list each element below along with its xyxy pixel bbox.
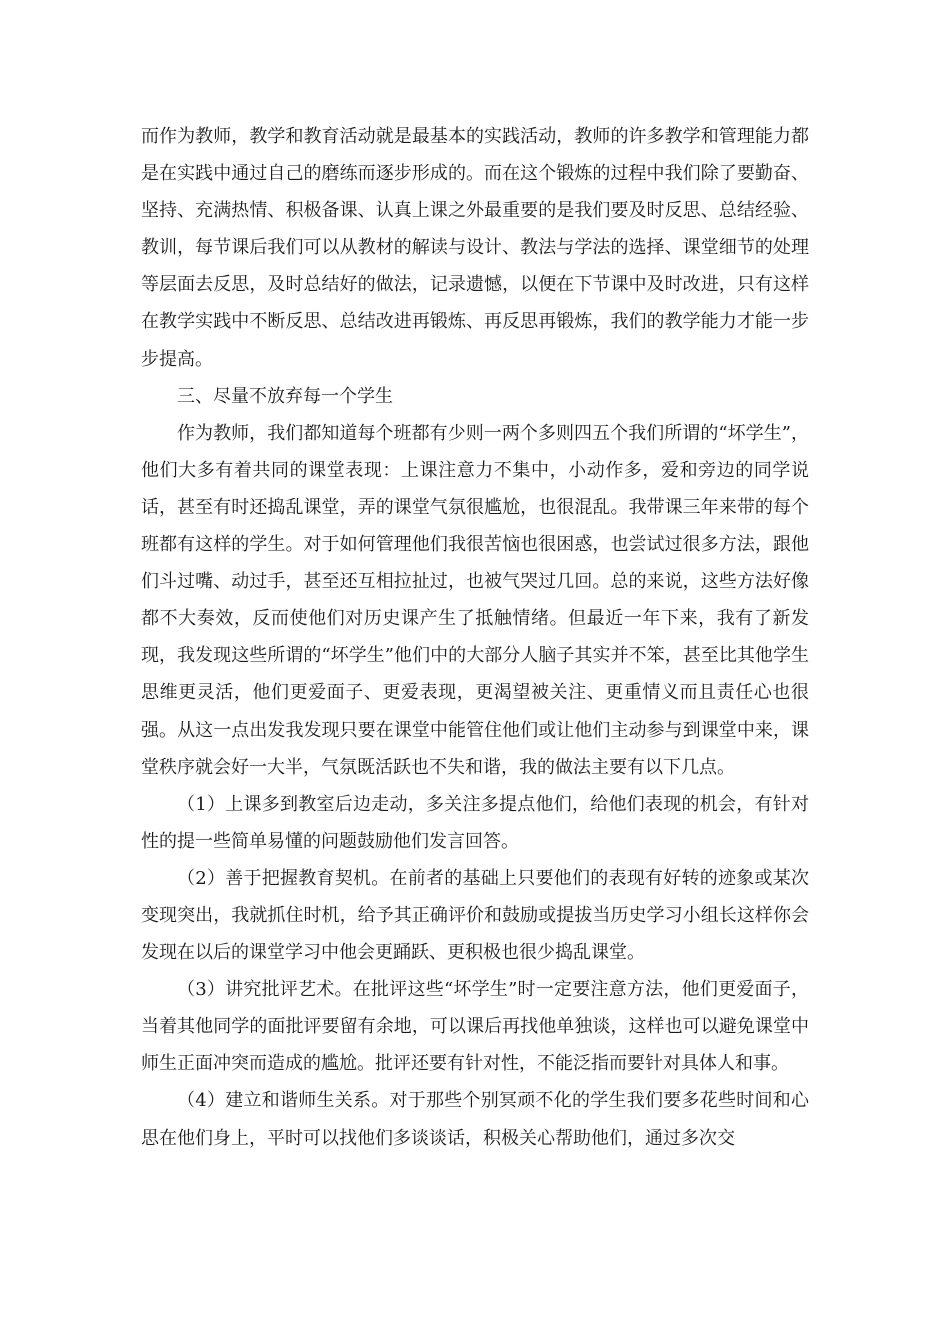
body-paragraph: 而作为教师，教学和教育活动就是最基本的实践活动，教师的许多教学和管理能力都是在实践中通过自己的磨练而逐步形成的。而在这个锻炼的过程中我们除了要勤奋、坚持、充满热情、积极备课、认真上课之外最重要的是我们要及时反思、总结经验、教训，每节课后我们可以从教材的解读与设计、教法与学法的选择、课堂细节的处理等层面去反思，及时总结好的做法，记录遗憾，以便在下节课中及时改进，只有这样在教学实践中不断反思、总结改进再锻炼、再反思再锻炼，我们的教学能力才能一步步提高。 — [141, 126, 809, 370]
document-body — [141, 118, 809, 1157]
body-paragraph: 作为教师，我们都知道每个班都有少则一两个多则四五个我们所谓的“坏学生”，他们大多有着共同的课堂表现：上课注意力不集中，小动作多，爱和旁边的同学说话，甚至有时还捣乱课堂，弄的课堂气氛很尴尬，也很混乱。我带课三年来带的每个班都有这样的学生。对于如何管理他们我很苦恼也很困惑，也尝试过很多方法，跟他们斗过嘴、动过手，甚至还互相拉扯过，也被气哭过几回。总的来说，这些方法好像都不大奏效，反而使他们对历史课产生了抵触情绪。但最近一年下来，我有了新发现，我发现这些所谓的“坏学生”他们中的大部分人脑子其实并不笨，甚至比其他学生思维更灵活，他们更爱面子、更爱表现，更渴望被关注、更重情义而且责任心也很强。从这一点出发我发现只要在课堂中能管住他们或让他们主动参与到课堂中来，课堂秩序就会好一大半，气氛既活跃也不失和谐，我的做法主要有以下几点。 — [141, 422, 809, 778]
list-item: （2）善于把握教育契机。在前者的基础上只要他们的表现有好转的迹象或某次变现突出，我就抓住时机，给予其正确评价和鼓励或提拔当历史学习小组长这样你会发现在以后的课堂学习中他会更踊跃、更积极也很少捣乱课堂。 — [141, 867, 809, 964]
section-heading: 三、尽量不放弃每一个学生 — [177, 385, 393, 407]
list-item: （1）上课多到教室后边走动，多关注多提点他们，给他们表现的机会，有针对性的提一些简单易懂的问题鼓励他们发言回答。 — [141, 793, 809, 852]
list-item: （3）讲究批评艺术。在批评这些“坏学生”时一定要注意方法，他们更爱面子，当着其他同学的面批评要留有余地，可以课后再找他单独谈，这样也可以避免课堂中师生正面冲突而造成的尴尬。批评还要有针对性，不能泛指而要针对具体人和事。 — [141, 979, 809, 1075]
list-item: （4）建立和谐师生关系。对于那些个别冥顽不化的学生我们要多花些时间和心思在他们身上，平时可以找他们多谈谈话，积极关心帮助他们，通过多次交 — [141, 1090, 809, 1149]
